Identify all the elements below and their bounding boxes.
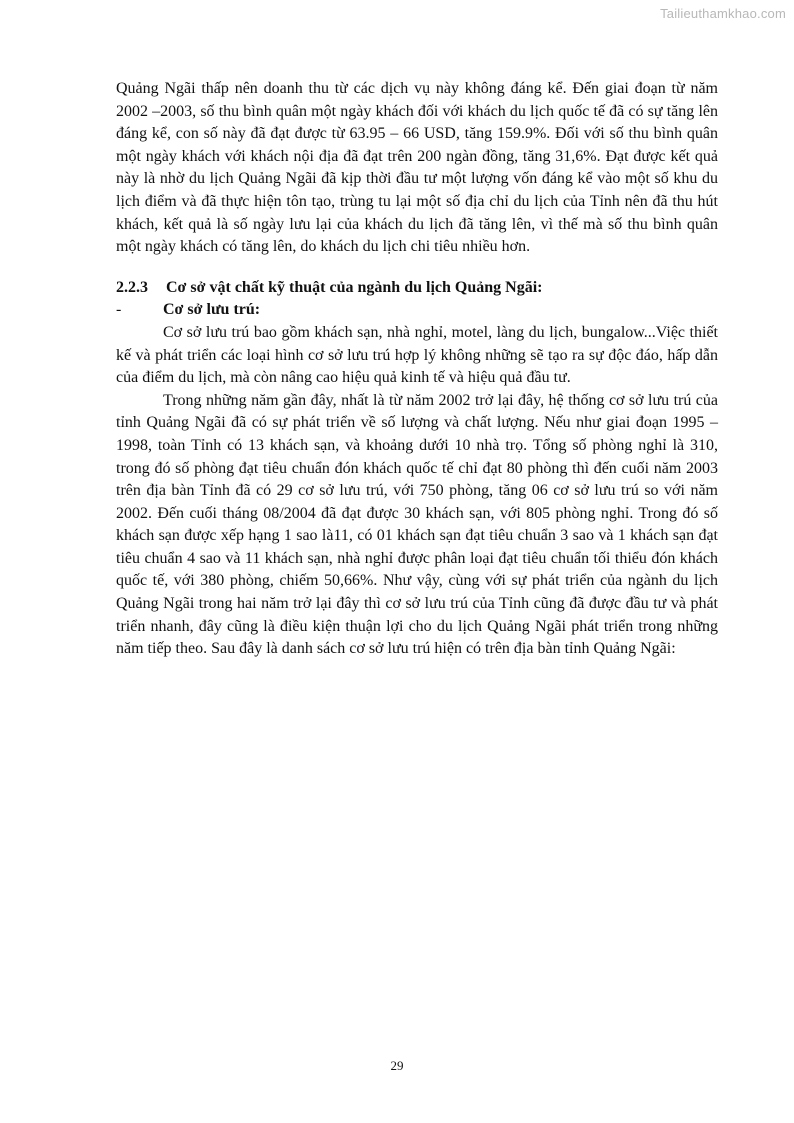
section-heading — [116, 277, 718, 300]
paragraph-accommodation-intro: Cơ sở lưu trú bao gồm khách sạn, nhà nghỉ, motel, làng du lịch, bungalow...Việc thiết kế và phát triển các loại hình cơ sở lưu trú hợp lý không những sẽ tạo ra sự độc đáo, hấp dẫn của điểm du lịch, mà còn nâng cao hiệu quả kinh tế và hiệu quả đầu tư. — [116, 323, 718, 387]
paragraph-revenue: Quảng Ngãi thấp nên doanh thu từ các dịch vụ này không đáng kể. Đến giai đoạn từ năm 2002 –2003, số thu bình quân một ngày khách đối với khách du lịch quốc tế đã có sự tăng lên đáng kể, con số này đã đạt được từ 63.95 – 66 USD, tăng 159.9%. Đối với số thu bình quân một ngày khách với khách nội địa đã đạt trên 200 ngàn đồng, tăng 31,6%. Đạt được kết quả này là nhờ du lịch Quảng Ngãi đã kịp thời đầu tư một lượng vốn đáng kể vào một số khu du lịch điểm và đã thực hiện tôn tạo, trùng tu lại một số địa chỉ du lịch của Tỉnh nên đã thu hút khách, kết quả là số ngày lưu lại của khách du lịch đã tăng lên, vì thế mà số thu bình quân một ngày khách có tăng lên, do khách du lịch chi tiêu nhiều hơn. — [116, 80, 718, 256]
document-body — [116, 78, 718, 661]
subsection-title: Cơ sở lưu trú: — [163, 301, 261, 319]
watermark: Tailieuthamkhao.com — [660, 6, 786, 21]
page-number: 29 — [390, 1058, 404, 1073]
paragraph-accommodation-growth: Trong những năm gần đây, nhất là từ năm 2002 trở lại đây, hệ thống cơ sở lưu trú của tỉnh Quảng Ngãi đã có sự phát triển về số lượng và chất lượng. Nếu như giai đoạn 1995 – 1998, toàn Tỉnh có 13 khách sạn, và khoảng dưới 10 nhà trọ. Tổng số phòng nghỉ là 310, trong đó số phòng đạt tiêu chuẩn đón khách quốc tế chỉ đạt 80 phòng thì đến cuối năm 2003 trên địa bàn Tỉnh đã có 29 cơ sở lưu trú, với 750 phòng, tăng 06 cơ sở lưu trú so với năm 2002. Đến cuối tháng 08/2004 đã đạt được 30 khách sạn, với 805 phòng nghỉ. Trong đó số khách sạn được xếp hạng 1 sao là11, có 01 khách sạn đạt tiêu chuẩn 3 sao và 1 khách sạn đạt tiêu chuẩn 4 sao và 11 khách sạn, nhà nghỉ được phân loại đạt tiêu chuẩn tối thiểu đón khách quốc tế, với 380 phòng, chiếm 50,66%. Như vậy, cùng với sự phát triển của ngành du lịch Quảng Ngãi trong hai năm trở lại đây thì cơ sở lưu trú của Tỉnh cũng đã được đầu tư và phát triển nhanh, đây cũng là điều kiện thuận lợi cho du lịch Quảng Ngãi phát triển trong những năm tiếp theo. Sau đây là danh sách cơ sở lưu trú hiện có trên địa bàn tỉnh Quảng Ngãi: — [116, 391, 718, 658]
subsection-heading — [116, 299, 718, 322]
section-number: 2.2.3 — [116, 278, 148, 296]
section-title: Cơ sở vật chất kỹ thuật của ngành du lịch Quảng Ngãi: — [166, 278, 543, 296]
bullet-dash: - — [116, 301, 122, 319]
